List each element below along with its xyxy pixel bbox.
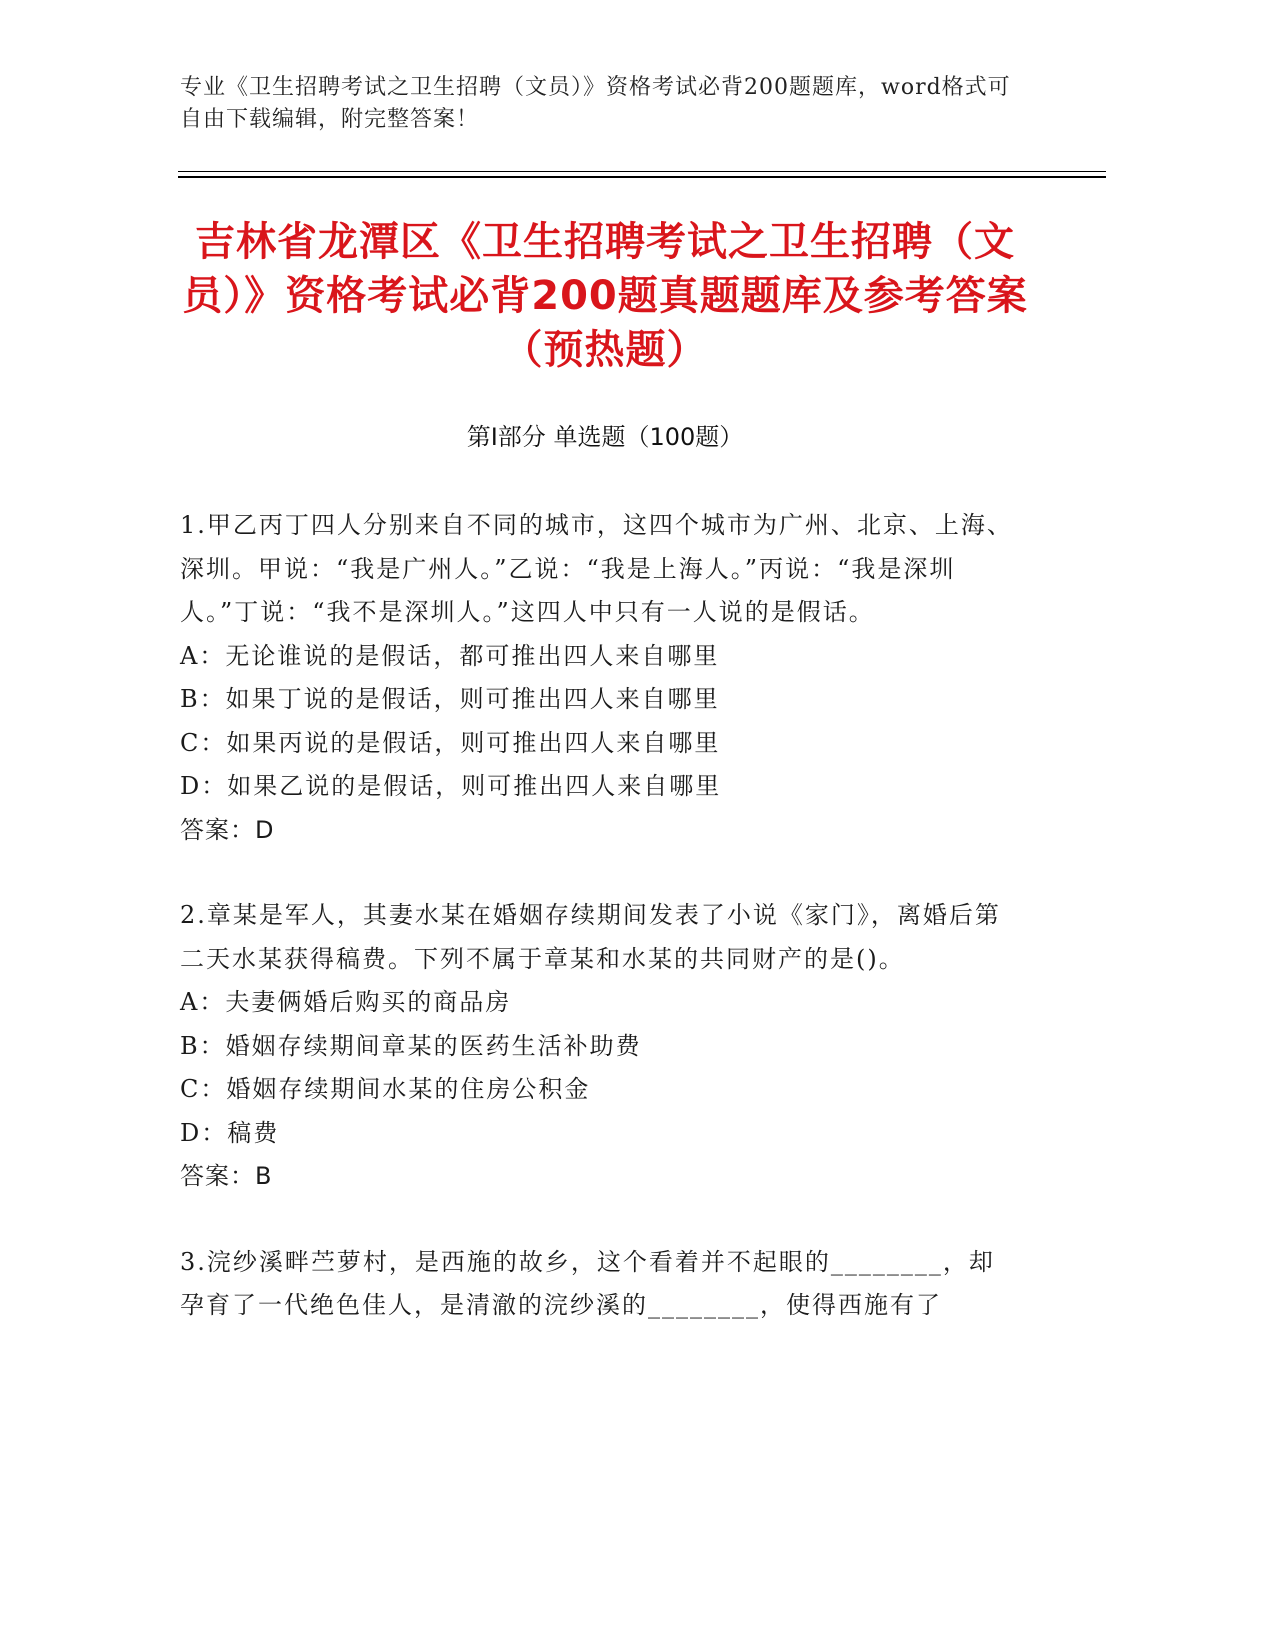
question-3 (180, 1241, 1020, 1328)
question-list (180, 504, 1020, 1370)
header-note: 专业《卫生招聘考试之卫生招聘（文员）》资格考试必背200题题库，word格式可自由下载编辑，附完整答案！ (180, 75, 1011, 132)
question-1 (180, 504, 1020, 852)
option-d: D：如果乙说的是假话，则可推出四人来自哪里 (180, 772, 722, 800)
header-divider-thin (178, 171, 1106, 172)
answer: 答案：B (180, 1162, 273, 1190)
document-title: 吉林省龙潭区《卫生招聘考试之卫生招聘（文员）》资格考试必背200题真题题库及参考答案（预热题） (182, 219, 1028, 373)
option-a: A：无论谁说的是假话，都可推出四人来自哪里 (180, 641, 720, 670)
question-stem: 1.甲乙丙丁四人分别来自不同的城市，这四个城市为广州、北京、上海、深圳。甲说：“我是广州人。”乙说：“我是上海人。”丙说：“我是深圳人。”丁说：“我不是深圳人。”这四人中只有一人说的是假话。 (180, 511, 1013, 626)
section-title: 第I部分 单选题（100题） (466, 423, 744, 451)
header-divider-thick (178, 176, 1106, 178)
option-b: B：婚姻存续期间章某的医药生活补助费 (180, 1031, 642, 1060)
answer: 答案：D (180, 815, 275, 844)
question-stem: 3.浣纱溪畔苎萝村，是西施的故乡，这个看着并不起眼的________，却孕育了一代绝色佳人，是清澈的浣纱溪的________，使得西施有了 (180, 1247, 995, 1319)
option-c: C：如果丙说的是假话，则可推出四人来自哪里 (180, 728, 721, 757)
option-a: A：夫妻俩婚后购买的商品房 (180, 988, 512, 1016)
option-b: B：如果丁说的是假话，则可推出四人来自哪里 (180, 685, 720, 713)
option-c: C：婚姻存续期间水某的住房公积金 (180, 1075, 591, 1103)
question-2 (180, 894, 1020, 1199)
option-d: D：稿费 (180, 1118, 280, 1147)
question-stem: 2.章某是军人，其妻水某在婚姻存续期间发表了小说《家门》，离婚后第二天水某获得稿费。下列不属于章某和水某的共同财产的是()。 (180, 901, 1001, 973)
